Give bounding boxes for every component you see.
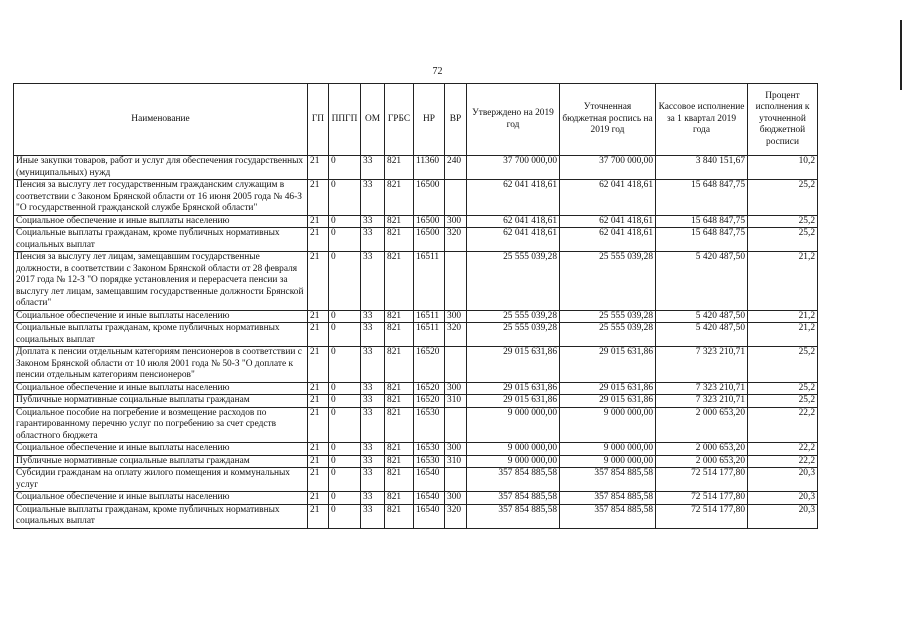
cell-om: 33 xyxy=(361,228,385,252)
cell-percent: 25,2 xyxy=(748,180,818,216)
cell-vr xyxy=(445,252,467,311)
cell-approved: 29 015 631,86 xyxy=(467,382,560,395)
cell-approved: 25 555 039,28 xyxy=(467,323,560,347)
cell-vr xyxy=(445,468,467,492)
cell-approved: 29 015 631,86 xyxy=(467,395,560,408)
cell-om: 33 xyxy=(361,395,385,408)
cell-refined: 357 854 885,58 xyxy=(560,468,656,492)
cell-refined: 357 854 885,58 xyxy=(560,492,656,505)
cell-nr: 16530 xyxy=(414,455,445,468)
cell-om: 33 xyxy=(361,407,385,443)
table-row xyxy=(14,215,818,228)
table-row xyxy=(14,180,818,216)
cell-approved: 62 041 418,61 xyxy=(467,180,560,216)
table-row xyxy=(14,395,818,408)
cell-nr: 16520 xyxy=(414,382,445,395)
cell-grbs: 821 xyxy=(385,215,414,228)
cell-ppgp: 0 xyxy=(329,252,361,311)
cell-name: Социальное обеспечение и иные выплаты населению xyxy=(14,492,308,505)
cell-gp: 21 xyxy=(308,468,329,492)
cell-name: Социальные выплаты гражданам, кроме публичных нормативных социальных выплат xyxy=(14,323,308,347)
table-row xyxy=(14,504,818,528)
col-header-refined: Уточненная бюджетная роспись на 2019 год xyxy=(560,84,656,156)
cell-ppgp: 0 xyxy=(329,504,361,528)
cell-percent: 22,2 xyxy=(748,455,818,468)
cell-gp: 21 xyxy=(308,407,329,443)
cell-name: Пенсия за выслугу лет государственным гражданским служащим в соответствии с Законом Брянской области от 16 июня 2005 года № 46-З "О государственной гражданской службе Брянской области" xyxy=(14,180,308,216)
cell-om: 33 xyxy=(361,504,385,528)
cell-cash: 7 323 210,71 xyxy=(656,382,748,395)
cell-percent: 22,2 xyxy=(748,443,818,456)
cell-gp: 21 xyxy=(308,455,329,468)
cell-nr: 16520 xyxy=(414,395,445,408)
cell-cash: 5 420 487,50 xyxy=(656,323,748,347)
cell-percent: 20,3 xyxy=(748,504,818,528)
cell-name: Пенсия за выслугу лет лицам, замещавшим государственные должности, в соответствии с Законом Брянской области от 28 февраля 2017 года № 12-З "О порядке установления и перерасчета пенсии за выслугу лет лицам, замещавшим государственные должности Брянской области" xyxy=(14,252,308,311)
cell-grbs: 821 xyxy=(385,323,414,347)
cell-om: 33 xyxy=(361,252,385,311)
cell-grbs: 821 xyxy=(385,395,414,408)
cell-name: Социальное обеспечение и иные выплаты населению xyxy=(14,215,308,228)
cell-cash: 15 648 847,75 xyxy=(656,215,748,228)
cell-grbs: 821 xyxy=(385,156,414,180)
col-header-cash: Кассовое исполнение за 1 квартал 2019 года xyxy=(656,84,748,156)
cell-cash: 72 514 177,80 xyxy=(656,504,748,528)
cell-om: 33 xyxy=(361,455,385,468)
cell-vr: 320 xyxy=(445,504,467,528)
cell-name: Социальные выплаты гражданам, кроме публичных нормативных социальных выплат xyxy=(14,228,308,252)
cell-vr: 300 xyxy=(445,215,467,228)
cell-refined: 29 015 631,86 xyxy=(560,347,656,383)
cell-gp: 21 xyxy=(308,228,329,252)
cell-approved: 9 000 000,00 xyxy=(467,443,560,456)
cell-approved: 357 854 885,58 xyxy=(467,492,560,505)
cell-nr: 16500 xyxy=(414,180,445,216)
cell-ppgp: 0 xyxy=(329,323,361,347)
page-number: 72 xyxy=(432,66,443,77)
table-row xyxy=(14,455,818,468)
cell-ppgp: 0 xyxy=(329,407,361,443)
cell-refined: 9 000 000,00 xyxy=(560,455,656,468)
cell-name: Социальное обеспечение и иные выплаты населению xyxy=(14,443,308,456)
cell-cash: 7 323 210,71 xyxy=(656,347,748,383)
cell-cash: 2 000 653,20 xyxy=(656,443,748,456)
cell-name: Субсидии гражданам на оплату жилого помещения и коммунальных услуг xyxy=(14,468,308,492)
col-header-percent: Процент исполнения к уточненной бюджетной росписи xyxy=(748,84,818,156)
cell-grbs: 821 xyxy=(385,407,414,443)
cell-approved: 29 015 631,86 xyxy=(467,347,560,383)
cell-grbs: 821 xyxy=(385,455,414,468)
cell-nr: 16530 xyxy=(414,407,445,443)
cell-om: 33 xyxy=(361,443,385,456)
cell-grbs: 821 xyxy=(385,468,414,492)
cell-nr: 16520 xyxy=(414,347,445,383)
cell-om: 33 xyxy=(361,382,385,395)
cell-vr: 300 xyxy=(445,310,467,323)
cell-grbs: 821 xyxy=(385,347,414,383)
cell-vr: 310 xyxy=(445,395,467,408)
cell-vr xyxy=(445,347,467,383)
table-row xyxy=(14,252,818,311)
cell-percent: 20,3 xyxy=(748,492,818,505)
cell-gp: 21 xyxy=(308,443,329,456)
cell-gp: 21 xyxy=(308,347,329,383)
cell-ppgp: 0 xyxy=(329,395,361,408)
cell-ppgp: 0 xyxy=(329,215,361,228)
cell-refined: 9 000 000,00 xyxy=(560,407,656,443)
cell-ppgp: 0 xyxy=(329,382,361,395)
table-row xyxy=(14,382,818,395)
cell-cash: 72 514 177,80 xyxy=(656,492,748,505)
cell-refined: 25 555 039,28 xyxy=(560,252,656,311)
cell-cash: 5 420 487,50 xyxy=(656,310,748,323)
header-row xyxy=(14,84,818,156)
cell-approved: 62 041 418,61 xyxy=(467,228,560,252)
cell-cash: 7 323 210,71 xyxy=(656,395,748,408)
cell-gp: 21 xyxy=(308,156,329,180)
cell-name: Социальное обеспечение и иные выплаты населению xyxy=(14,382,308,395)
cell-approved: 25 555 039,28 xyxy=(467,252,560,311)
col-header-name: Наименование xyxy=(14,84,308,156)
cell-cash: 3 840 151,67 xyxy=(656,156,748,180)
cell-nr: 16540 xyxy=(414,492,445,505)
cell-vr: 310 xyxy=(445,455,467,468)
col-header-gp: ГП xyxy=(308,84,329,156)
table-body xyxy=(14,156,818,529)
cell-nr: 16530 xyxy=(414,443,445,456)
cell-gp: 21 xyxy=(308,252,329,311)
cell-percent: 25,2 xyxy=(748,215,818,228)
cell-name: Публичные нормативные социальные выплаты гражданам xyxy=(14,395,308,408)
col-header-ppgp: ППГП xyxy=(329,84,361,156)
cell-percent: 10,2 xyxy=(748,156,818,180)
cell-nr: 16511 xyxy=(414,323,445,347)
cell-gp: 21 xyxy=(308,215,329,228)
cell-vr xyxy=(445,180,467,216)
cell-refined: 62 041 418,61 xyxy=(560,180,656,216)
cell-percent: 21,2 xyxy=(748,323,818,347)
cell-nr: 16511 xyxy=(414,310,445,323)
cell-cash: 72 514 177,80 xyxy=(656,468,748,492)
cell-ppgp: 0 xyxy=(329,180,361,216)
table-row xyxy=(14,323,818,347)
table-row xyxy=(14,407,818,443)
cell-approved: 357 854 885,58 xyxy=(467,504,560,528)
cell-grbs: 821 xyxy=(385,504,414,528)
cell-refined: 29 015 631,86 xyxy=(560,395,656,408)
cell-refined: 62 041 418,61 xyxy=(560,228,656,252)
cell-nr: 11360 xyxy=(414,156,445,180)
cell-ppgp: 0 xyxy=(329,455,361,468)
cell-approved: 62 041 418,61 xyxy=(467,215,560,228)
cell-grbs: 821 xyxy=(385,180,414,216)
cell-cash: 2 000 653,20 xyxy=(656,455,748,468)
cell-percent: 21,2 xyxy=(748,310,818,323)
cell-name: Социальное обеспечение и иные выплаты населению xyxy=(14,310,308,323)
cell-cash: 2 000 653,20 xyxy=(656,407,748,443)
cell-ppgp: 0 xyxy=(329,347,361,383)
cell-grbs: 821 xyxy=(385,252,414,311)
col-header-approved: Утверждено на 2019 год xyxy=(467,84,560,156)
cell-cash: 15 648 847,75 xyxy=(656,180,748,216)
cell-ppgp: 0 xyxy=(329,228,361,252)
cell-om: 33 xyxy=(361,347,385,383)
cell-vr: 300 xyxy=(445,382,467,395)
cell-gp: 21 xyxy=(308,382,329,395)
table-row xyxy=(14,310,818,323)
cell-refined: 9 000 000,00 xyxy=(560,443,656,456)
cell-percent: 20,3 xyxy=(748,468,818,492)
cell-nr: 16511 xyxy=(414,252,445,311)
cell-percent: 21,2 xyxy=(748,252,818,311)
cell-ppgp: 0 xyxy=(329,492,361,505)
binder-edge xyxy=(900,20,902,90)
budget-table xyxy=(13,83,818,529)
cell-vr: 240 xyxy=(445,156,467,180)
cell-om: 33 xyxy=(361,215,385,228)
cell-approved: 25 555 039,28 xyxy=(467,310,560,323)
cell-om: 33 xyxy=(361,156,385,180)
cell-ppgp: 0 xyxy=(329,310,361,323)
cell-vr xyxy=(445,407,467,443)
cell-approved: 9 000 000,00 xyxy=(467,455,560,468)
cell-refined: 37 700 000,00 xyxy=(560,156,656,180)
cell-approved: 357 854 885,58 xyxy=(467,468,560,492)
cell-grbs: 821 xyxy=(385,492,414,505)
cell-percent: 25,2 xyxy=(748,228,818,252)
cell-grbs: 821 xyxy=(385,310,414,323)
cell-refined: 25 555 039,28 xyxy=(560,310,656,323)
cell-refined: 62 041 418,61 xyxy=(560,215,656,228)
cell-om: 33 xyxy=(361,310,385,323)
table-row xyxy=(14,228,818,252)
cell-vr: 320 xyxy=(445,228,467,252)
cell-gp: 21 xyxy=(308,180,329,216)
table-row xyxy=(14,468,818,492)
cell-name: Социальные выплаты гражданам, кроме публичных нормативных социальных выплат xyxy=(14,504,308,528)
cell-ppgp: 0 xyxy=(329,468,361,492)
cell-om: 33 xyxy=(361,323,385,347)
cell-grbs: 821 xyxy=(385,382,414,395)
cell-percent: 22,2 xyxy=(748,407,818,443)
cell-percent: 25,2 xyxy=(748,347,818,383)
cell-vr: 300 xyxy=(445,443,467,456)
cell-name: Иные закупки товаров, работ и услуг для обеспечения государственных (муниципальных) нужд xyxy=(14,156,308,180)
cell-gp: 21 xyxy=(308,504,329,528)
cell-ppgp: 0 xyxy=(329,443,361,456)
cell-cash: 5 420 487,50 xyxy=(656,252,748,311)
cell-name: Социальное пособие на погребение и возмещение расходов по гарантированному перечню услуг по погребению за счет средств областного бюджета xyxy=(14,407,308,443)
cell-percent: 25,2 xyxy=(748,395,818,408)
col-header-vr: ВР xyxy=(445,84,467,156)
cell-nr: 16540 xyxy=(414,504,445,528)
table-row xyxy=(14,443,818,456)
cell-vr: 320 xyxy=(445,323,467,347)
cell-refined: 29 015 631,86 xyxy=(560,382,656,395)
cell-vr: 300 xyxy=(445,492,467,505)
cell-gp: 21 xyxy=(308,323,329,347)
table-row xyxy=(14,347,818,383)
cell-refined: 25 555 039,28 xyxy=(560,323,656,347)
cell-nr: 16540 xyxy=(414,468,445,492)
cell-refined: 357 854 885,58 xyxy=(560,504,656,528)
cell-ppgp: 0 xyxy=(329,156,361,180)
cell-approved: 9 000 000,00 xyxy=(467,407,560,443)
cell-nr: 16500 xyxy=(414,215,445,228)
col-header-nr: НР xyxy=(414,84,445,156)
table-row xyxy=(14,156,818,180)
cell-gp: 21 xyxy=(308,395,329,408)
cell-cash: 15 648 847,75 xyxy=(656,228,748,252)
cell-approved: 37 700 000,00 xyxy=(467,156,560,180)
col-header-om: ОМ xyxy=(361,84,385,156)
cell-name: Доплата к пенсии отдельным категориям пенсионеров в соответствии с Законом Брянской области от 10 июля 2001 года № 50-З "О доплате к пенсии отдельным категориям пенсионеров" xyxy=(14,347,308,383)
table-row xyxy=(14,492,818,505)
col-header-grbs: ГРБС xyxy=(385,84,414,156)
cell-grbs: 821 xyxy=(385,228,414,252)
cell-om: 33 xyxy=(361,180,385,216)
cell-om: 33 xyxy=(361,468,385,492)
cell-gp: 21 xyxy=(308,310,329,323)
cell-name: Публичные нормативные социальные выплаты гражданам xyxy=(14,455,308,468)
cell-nr: 16500 xyxy=(414,228,445,252)
cell-percent: 25,2 xyxy=(748,382,818,395)
cell-grbs: 821 xyxy=(385,443,414,456)
cell-om: 33 xyxy=(361,492,385,505)
cell-gp: 21 xyxy=(308,492,329,505)
